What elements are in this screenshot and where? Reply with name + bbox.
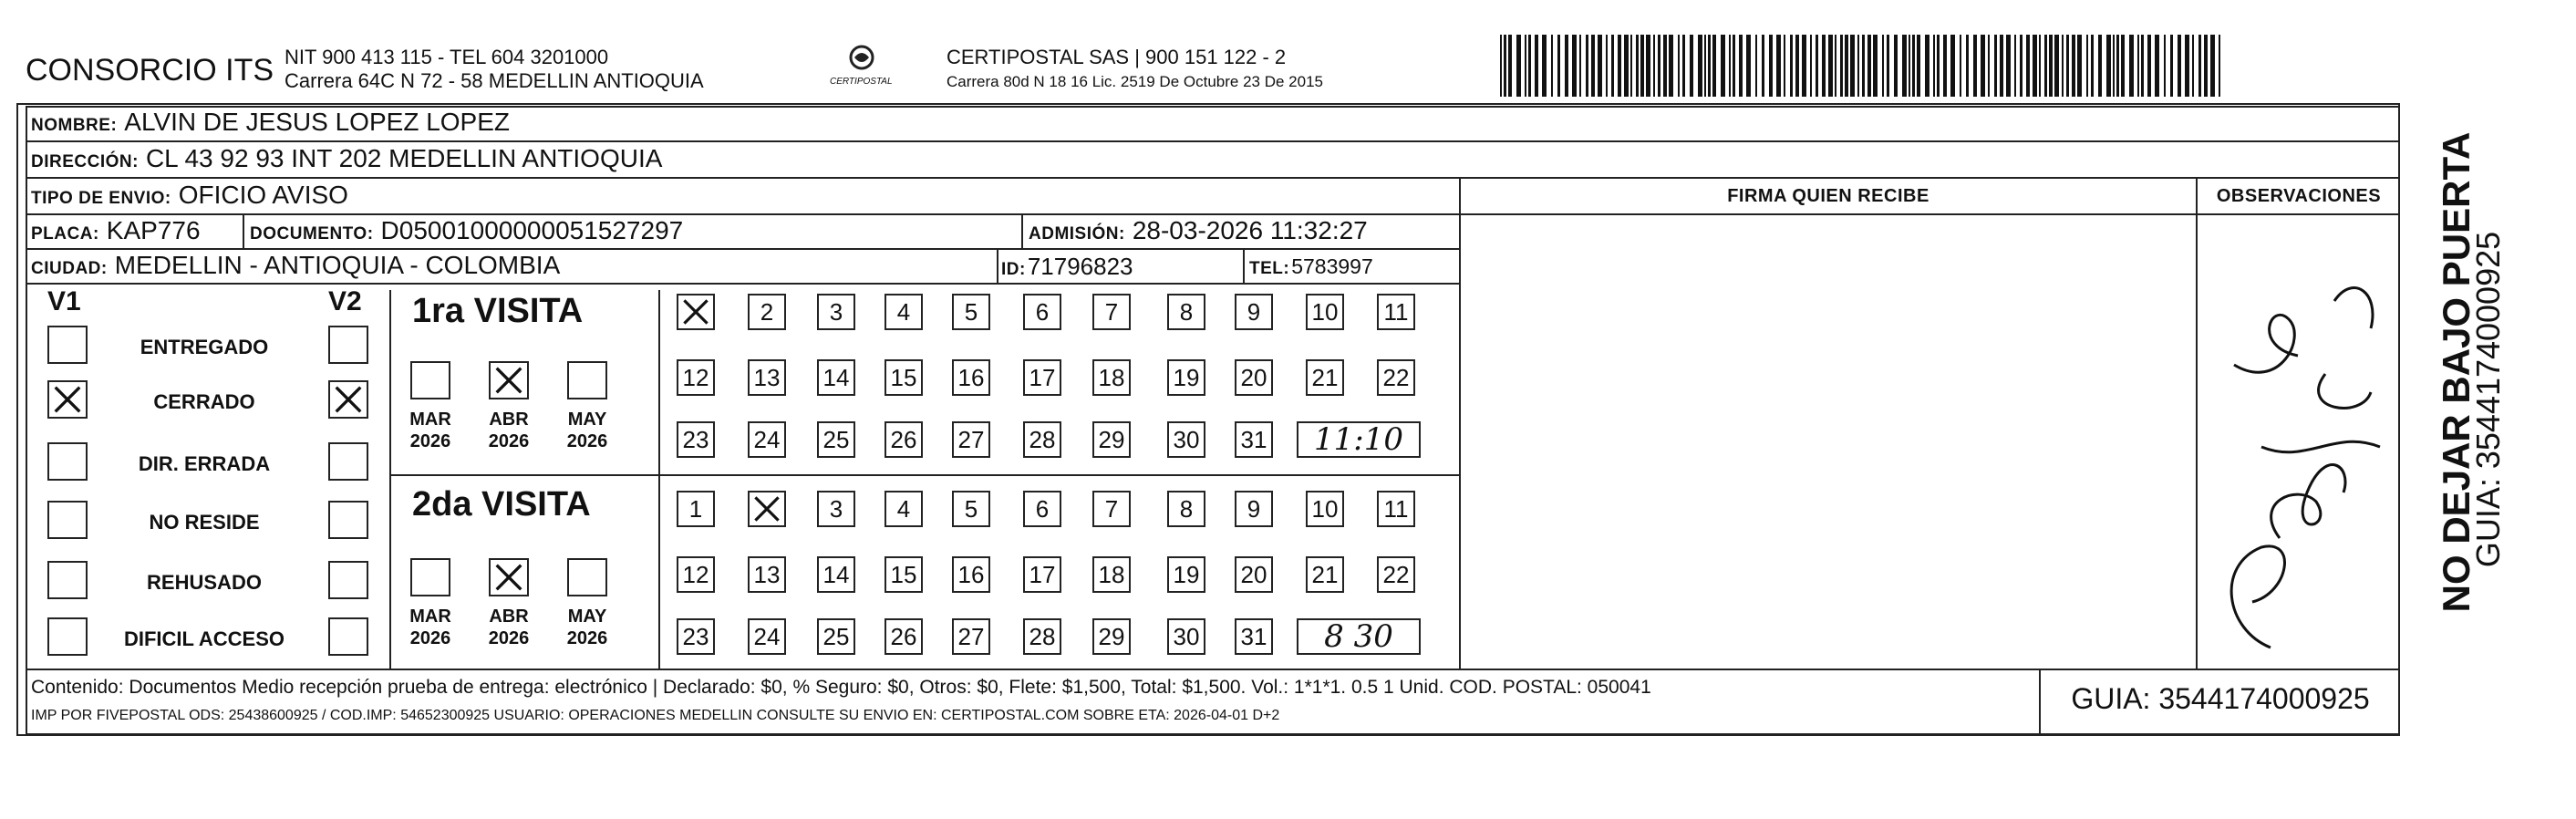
day-box[interactable]: 26 (885, 618, 923, 655)
status-v1-checkbox[interactable] (47, 442, 88, 481)
v2-header: V2 (328, 286, 362, 316)
day-box[interactable]: 31 (1235, 421, 1273, 458)
day-box[interactable]: 17 (1023, 359, 1061, 396)
barcode-bar (2033, 35, 2037, 97)
barcode-bar (1988, 35, 1990, 97)
month-year: 2026 (566, 431, 608, 451)
month-checkbox[interactable] (410, 361, 450, 399)
status-label: REHUSADO (147, 571, 262, 594)
barcode-bar (2178, 35, 2181, 97)
day-box[interactable]: 29 (1092, 618, 1131, 655)
barcode-bar (1630, 35, 1632, 97)
day-box[interactable]: 16 (952, 359, 990, 396)
documento-value: D05001000000051527297 (380, 216, 684, 244)
status-v2-checkbox[interactable] (328, 326, 368, 364)
barcode-bar (2014, 35, 2016, 97)
day-box[interactable] (677, 294, 715, 330)
tel-value: 5783997 (1291, 254, 1373, 278)
barcode-bar (1500, 35, 1502, 97)
nombre-row (31, 108, 510, 137)
day-box[interactable]: 28 (1023, 618, 1061, 655)
day-box[interactable]: 8 (1167, 294, 1205, 330)
nombre-value: ALVIN DE JESUS LOPEZ LOPEZ (124, 108, 511, 136)
certipostal-logo (825, 41, 898, 96)
day-box[interactable]: 18 (1092, 359, 1131, 396)
barcode-bar (1646, 35, 1650, 97)
barcode-bar (1739, 35, 1743, 97)
barcode-bar (2039, 35, 2041, 97)
status-v1-checkbox[interactable] (47, 380, 88, 419)
barcode-bar (1790, 35, 1793, 97)
barcode-bar (1504, 35, 1506, 97)
row-divider (26, 248, 1461, 250)
time-box[interactable]: 11:10 (1297, 421, 1421, 458)
v1-header: V1 (47, 286, 81, 316)
side-warning-text: NO DEJAR BAJO PUERTA (2435, 131, 2478, 613)
day-box[interactable]: 19 (1167, 359, 1205, 396)
barcode-bar (1943, 35, 1947, 97)
month-label: MAR (409, 606, 451, 627)
barcode-bar (1937, 35, 1940, 97)
barcode-bar (1867, 35, 1871, 97)
day-box[interactable]: 20 (1235, 556, 1273, 593)
barcode-bar (1755, 35, 1757, 97)
month-label: MAY (567, 606, 607, 627)
footer-contenido: Contenido: Documentos Medio recepción prueba de entrega: electrónico | Declarado: $0, % Seguro: $0, Otros: $0, Flete: $1,500, Total: $1,500. Vol.: 1*1*1. 0.5 1 Unid. COD. POSTAL: 050041 (31, 677, 1651, 698)
tipo-value: OFICIO AVISO (178, 181, 348, 209)
tipo-label: TIPO DE ENVIO: (31, 189, 171, 208)
day-box[interactable]: 8 (1167, 491, 1205, 527)
day-box[interactable]: 10 (1306, 491, 1344, 527)
day-box[interactable]: 27 (952, 421, 990, 458)
status-label: CERRADO (153, 390, 255, 413)
col-divider (389, 290, 391, 669)
day-box[interactable]: 5 (952, 294, 990, 330)
day-box[interactable]: 29 (1092, 421, 1131, 458)
barcode-bar (1551, 35, 1553, 97)
barcode-bar (2054, 35, 2059, 97)
barcode-bar (2020, 35, 2023, 97)
ciudad-row (31, 251, 560, 280)
company-address: Carrera 64C N 72 - 58 MEDELLIN ANTIOQUIA (284, 69, 704, 92)
day-box[interactable]: 18 (1092, 556, 1131, 593)
col-divider (997, 248, 998, 283)
day-box[interactable]: 21 (1306, 556, 1344, 593)
side-guia-text: GUIA: 3544174000925 (2469, 231, 2507, 568)
barcode-bar (2204, 35, 2208, 97)
barcode-bar (1802, 35, 1806, 97)
day-box[interactable]: 25 (817, 421, 855, 458)
status-label: DIR. ERRADA (138, 452, 271, 475)
barcode-bar (2026, 35, 2030, 97)
tel-label: TEL: (1249, 259, 1290, 278)
barcode-bar (1690, 35, 1693, 97)
month-label: MAY (567, 410, 607, 430)
col-divider (1459, 177, 1461, 669)
day-box[interactable]: 22 (1377, 556, 1415, 593)
direccion-label: DIRECCIÓN: (31, 152, 139, 171)
status-label: NO RESIDE (149, 511, 260, 534)
day-box[interactable]: 5 (952, 491, 990, 527)
barcode-bar (1606, 35, 1608, 97)
row-divider (1459, 213, 2400, 215)
col-divider (1021, 213, 1023, 248)
barcode-bar (1882, 35, 1884, 97)
placa-value: KAP776 (106, 216, 201, 244)
barcode-bar (1624, 35, 1629, 97)
time-box[interactable]: 8 30 (1297, 618, 1421, 655)
day-box[interactable]: 26 (885, 421, 923, 458)
barcode-bar (2137, 35, 2139, 97)
month-label: ABR (489, 410, 529, 430)
status-v2-checkbox[interactable] (328, 617, 368, 656)
barcode-bar (1733, 35, 1735, 97)
placa-row (31, 216, 201, 245)
barcode-bar (1598, 35, 1602, 97)
barcode-bar (1586, 35, 1588, 97)
status-v1-checkbox[interactable] (47, 561, 88, 599)
barcode-bar (1611, 35, 1614, 97)
barcode-bar (1902, 35, 1907, 97)
month-year: 2026 (488, 431, 530, 451)
month-checkbox[interactable] (567, 361, 607, 399)
side-guia (2462, 108, 2508, 637)
month-year: 2026 (488, 628, 530, 648)
col-divider (243, 213, 244, 248)
barcode-bar (2113, 35, 2115, 97)
documento-row (250, 216, 683, 245)
barcode-bar (2044, 35, 2047, 97)
status-label: DIFICIL ACCESO (123, 627, 284, 650)
observaciones-signature (2198, 264, 2400, 666)
tipo-row (31, 181, 348, 210)
barcode-bar (1528, 35, 1531, 97)
footer-guia: GUIA: 3544174000925 (2071, 682, 2370, 715)
barcode-bar (2210, 35, 2215, 97)
barcode-bar (1565, 35, 1568, 97)
barcode-bar (1873, 35, 1878, 97)
day-box[interactable]: 25 (817, 618, 855, 655)
barcode-bar (1994, 35, 1997, 97)
day-box[interactable]: 3 (817, 294, 855, 330)
barcode-bar (1917, 35, 1920, 97)
nombre-label: NOMBRE: (31, 116, 118, 135)
barcode-bar (2164, 35, 2166, 97)
day-box[interactable]: 15 (885, 556, 923, 593)
row-divider (26, 213, 1461, 215)
day-box[interactable]: 23 (677, 421, 715, 458)
id-row (1001, 253, 1133, 281)
barcode-bar (1784, 35, 1785, 97)
barcode-bar (1933, 35, 1935, 97)
month-checkbox[interactable] (567, 558, 607, 596)
barcode-bar (1857, 35, 1859, 97)
barcode-bar (1887, 35, 1889, 97)
day-box[interactable]: 12 (677, 359, 715, 396)
barcode-bar (1698, 35, 1702, 97)
day-box[interactable]: 9 (1235, 491, 1273, 527)
day-box[interactable]: 14 (817, 359, 855, 396)
month-year: 2026 (409, 628, 451, 648)
barcode-bar (1850, 35, 1855, 97)
barcode-bar (2185, 35, 2189, 97)
day-box[interactable]: 15 (885, 359, 923, 396)
barcode-bar (1557, 35, 1560, 97)
status-v2-checkbox[interactable] (328, 561, 368, 599)
barcode-bar (2198, 35, 2201, 97)
barcode-bar (2219, 35, 2220, 97)
day-box[interactable] (748, 491, 786, 527)
barcode-bar (2141, 35, 2144, 97)
barcode-bar (2192, 35, 2194, 97)
admision-label: ADMISIÓN: (1029, 224, 1125, 244)
barcode-bar (1816, 35, 1818, 97)
day-box[interactable]: 9 (1235, 294, 1273, 330)
month-checkbox[interactable] (489, 361, 529, 399)
company-name: CONSORCIO ITS (26, 53, 274, 88)
barcode-bar (2077, 35, 2082, 97)
status-v1-checkbox[interactable] (47, 326, 88, 364)
barcode-bar (1981, 35, 1985, 97)
visit2-title: 2da VISITA (412, 485, 591, 524)
certipostal-logo-text: CERTIPOSTAL (830, 77, 893, 87)
barcode-bar (1636, 35, 1639, 97)
barcode-bar (1618, 35, 1621, 97)
barcode-bar (2121, 35, 2125, 97)
status-v2-checkbox[interactable] (328, 380, 368, 419)
barcode-bar (2098, 35, 2102, 97)
certipostal-line: CERTIPOSTAL SAS | 900 151 122 - 2 (947, 46, 1287, 68)
day-box[interactable]: 7 (1092, 294, 1131, 330)
barcode-bar (1721, 35, 1725, 97)
barcode-bar (1535, 35, 1538, 97)
tel-row (1249, 254, 1373, 279)
barcode-bar (1525, 35, 1526, 97)
barcode-bar (1729, 35, 1731, 97)
barcode-bar (2072, 35, 2075, 97)
day-box[interactable]: 4 (885, 491, 923, 527)
barcode-bar (1950, 35, 1955, 97)
row-divider (26, 283, 1461, 285)
day-box[interactable]: 24 (748, 421, 786, 458)
documento-label: DOCUMENTO: (250, 224, 374, 244)
direccion-row (31, 144, 662, 173)
month-year: 2026 (409, 431, 451, 451)
barcode-bar (1835, 35, 1836, 97)
day-box[interactable]: 11 (1377, 491, 1415, 527)
barcode-bar (1776, 35, 1781, 97)
day-box[interactable]: 20 (1235, 359, 1273, 396)
barcode-bar (1795, 35, 1799, 97)
barcode-bar (1746, 35, 1751, 97)
ciudad-value: MEDELLIN - ANTIOQUIA - COLOMBIA (114, 251, 561, 279)
footer-imp: IMP POR FIVEPOSTAL ODS: 25438600925 / COD.IMP: 54652300925 USUARIO: OPERACIONES MEDELLIN CONSULTE SU ENVIO EN: CERTIPOSTAL.COM SOBRE ETA: 2026-04-01 D+2 (31, 708, 1280, 723)
day-box[interactable]: 27 (952, 618, 990, 655)
day-box[interactable]: 10 (1306, 294, 1344, 330)
barcode-bar (1966, 35, 1969, 97)
barcode-bar (1663, 35, 1667, 97)
barcode-bar (1828, 35, 1833, 97)
barcode-bar (1516, 35, 1521, 97)
day-box[interactable]: 22 (1377, 359, 1415, 396)
barcode-bar (1708, 35, 1711, 97)
id-value: 71796823 (1027, 253, 1133, 280)
admision-row (1029, 216, 1368, 245)
day-box[interactable]: 2 (748, 294, 786, 330)
barcode-bar (2086, 35, 2088, 97)
barcode-bar (1658, 35, 1660, 97)
month-checkbox[interactable] (489, 558, 529, 596)
day-box[interactable]: 19 (1167, 556, 1205, 593)
status-v2-checkbox[interactable] (328, 501, 368, 539)
status-label: ENTREGADO (140, 336, 269, 358)
status-v2-checkbox[interactable] (328, 442, 368, 481)
day-box[interactable]: 23 (677, 618, 715, 655)
barcode-bar (2062, 35, 2064, 97)
row-divider (26, 140, 2399, 142)
barcode-bar (1508, 35, 1512, 97)
direccion-value: CL 43 92 93 INT 202 MEDELLIN ANTIOQUIA (145, 144, 663, 172)
barcode-bar (2006, 35, 2011, 97)
barcode-bar (2000, 35, 2003, 97)
col-divider (658, 290, 660, 669)
day-box[interactable]: 13 (748, 556, 786, 593)
day-box[interactable]: 6 (1023, 294, 1061, 330)
barcode-bar (2049, 35, 2053, 97)
day-box[interactable]: 13 (748, 359, 786, 396)
barcode-bar (1769, 35, 1773, 97)
observaciones-header: OBSERVACIONES (2216, 186, 2382, 206)
barcode-bar (2116, 35, 2119, 97)
barcode-bar (2066, 35, 2069, 97)
barcode-bar (1653, 35, 1655, 97)
barcode-bar (1704, 35, 1706, 97)
barcode (1500, 35, 2225, 97)
visit1-title: 1ra VISITA (412, 292, 584, 330)
col-divider (1243, 248, 1245, 283)
side-warning (2407, 108, 2478, 637)
day-box[interactable]: 24 (748, 618, 786, 655)
row-divider (26, 669, 2399, 670)
company-nit-tel: NIT 900 413 115 - TEL 604 3201000 (284, 46, 609, 68)
day-box[interactable]: 16 (952, 556, 990, 593)
day-box[interactable]: 3 (817, 491, 855, 527)
barcode-bar (1912, 35, 1915, 97)
day-box[interactable]: 30 (1167, 618, 1205, 655)
day-box[interactable]: 7 (1092, 491, 1131, 527)
day-box[interactable]: 11 (1377, 294, 1415, 330)
col-divider (390, 474, 1459, 476)
day-box[interactable]: 31 (1235, 618, 1273, 655)
barcode-bar (2106, 35, 2111, 97)
barcode-bar (1862, 35, 1865, 97)
barcode-bar (2155, 35, 2159, 97)
placa-label: PLACA: (31, 224, 99, 244)
firma-header: FIRMA QUIEN RECIBE (1727, 186, 1929, 206)
certipostal-address: Carrera 80d N 18 16 Lic. 2519 De Octubre 23 De 2015 (947, 73, 1323, 90)
barcode-bar (1591, 35, 1595, 97)
month-year: 2026 (566, 628, 608, 648)
barcode-bar (1712, 35, 1716, 97)
barcode-bar (1762, 35, 1764, 97)
day-box[interactable]: 12 (677, 556, 715, 593)
day-box[interactable]: 1 (677, 491, 715, 527)
day-box[interactable]: 4 (885, 294, 923, 330)
month-checkbox[interactable] (410, 558, 450, 596)
id-label: ID: (1001, 260, 1026, 279)
day-box[interactable]: 28 (1023, 421, 1061, 458)
barcode-bar (1579, 35, 1581, 97)
admision-value: 28-03-2026 11:32:27 (1132, 216, 1368, 244)
barcode-bar (1678, 35, 1680, 97)
barcode-bar (1840, 35, 1843, 97)
barcode-bar (1960, 35, 1961, 97)
day-box[interactable]: 17 (1023, 556, 1061, 593)
barcode-bar (1810, 35, 1812, 97)
day-box[interactable]: 14 (817, 556, 855, 593)
status-v1-checkbox[interactable] (47, 501, 88, 539)
day-box[interactable]: 6 (1023, 491, 1061, 527)
barcode-bar (2091, 35, 2094, 97)
barcode-bar (1572, 35, 1577, 97)
barcode-bar (1542, 35, 1547, 97)
ciudad-label: CIUDAD: (31, 259, 108, 278)
barcode-bar (2170, 35, 2173, 97)
barcode-bar (1682, 35, 1685, 97)
barcode-bar (2129, 35, 2134, 97)
barcode-bar (1669, 35, 1673, 97)
barcode-bar (1909, 35, 1910, 97)
day-box[interactable]: 30 (1167, 421, 1205, 458)
row-divider (26, 177, 2399, 179)
day-box[interactable]: 21 (1306, 359, 1344, 396)
barcode-bar (1925, 35, 1929, 97)
barcode-bar (1822, 35, 1826, 97)
barcode-bar (1845, 35, 1848, 97)
month-label: ABR (489, 606, 529, 627)
barcode-bar (1640, 35, 1644, 97)
barcode-bar (1973, 35, 1977, 97)
barcode-bar (2147, 35, 2151, 97)
barcode-bar (1894, 35, 1898, 97)
month-label: MAR (409, 410, 451, 430)
status-v1-checkbox[interactable] (47, 617, 88, 656)
